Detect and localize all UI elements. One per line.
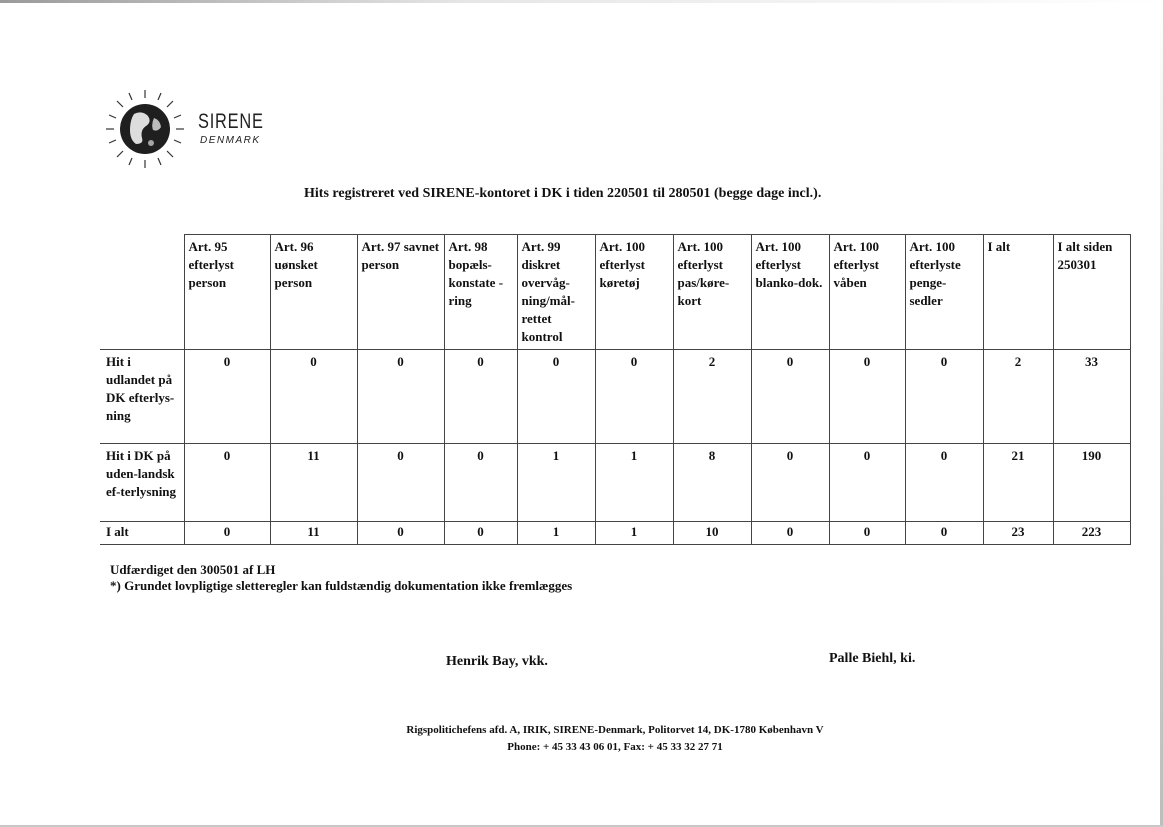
table-corner-cell <box>100 235 184 350</box>
column-header: Art. 96 uønsket person <box>270 235 357 350</box>
column-header: Art. 100 efterlyst køretøj <box>595 235 673 350</box>
table-cell: 223 <box>1053 522 1130 545</box>
table-cell: 8 <box>673 444 751 522</box>
table-cell: 0 <box>184 350 270 444</box>
hits-table <box>100 234 1131 545</box>
column-header: Art. 100 efterlyst blanko-dok. <box>751 235 829 350</box>
table-cell: 0 <box>751 350 829 444</box>
table-cell: 10 <box>673 522 751 545</box>
table-cell: 0 <box>444 522 517 545</box>
column-header: I alt siden 250301 <box>1053 235 1130 350</box>
table-cell: 0 <box>829 350 905 444</box>
table-cell: 0 <box>595 350 673 444</box>
row-header: Hit i DK på uden-landsk ef-terlysning <box>100 444 184 522</box>
table-cell: 190 <box>1053 444 1130 522</box>
table-cell: 11 <box>270 444 357 522</box>
column-header: Art. 95 efterlyst person <box>184 235 270 350</box>
table-row <box>100 350 1130 444</box>
table-cell: 0 <box>751 522 829 545</box>
table-cell: 2 <box>673 350 751 444</box>
footer-line-phone: Phone: + 45 33 43 06 01, Fax: + 45 33 32 27 71 <box>507 741 723 753</box>
table-cell: 2 <box>983 350 1053 444</box>
page-title: Hits registreret ved SIRENE-kontoret i DK i tiden 220501 til 280501 (begge dage incl.). <box>304 186 822 201</box>
column-header: I alt <box>983 235 1053 350</box>
column-header: Art. 100 efterlyste penge-sedler <box>905 235 983 350</box>
table-cell: 11 <box>270 522 357 545</box>
signature-right: Palle Biehl, ki. <box>829 651 916 666</box>
table-cell: 0 <box>905 444 983 522</box>
column-header: Art. 98 bopæls-konstate -ring <box>444 235 517 350</box>
globe-emblem-icon <box>104 88 186 170</box>
table-cell: 0 <box>905 522 983 545</box>
table-cell: 0 <box>357 350 444 444</box>
table-cell: 1 <box>595 522 673 545</box>
table-cell: 0 <box>357 522 444 545</box>
table-cell: 0 <box>184 444 270 522</box>
signature-left: Henrik Bay, vkk. <box>446 654 548 669</box>
table-cell: 0 <box>444 444 517 522</box>
table-row <box>100 444 1130 522</box>
table-cell: 21 <box>983 444 1053 522</box>
table-row-total <box>100 522 1130 545</box>
scan-edge-top <box>0 0 1163 3</box>
table-cell: 0 <box>517 350 595 444</box>
logo-subtitle: DENMARK <box>200 135 261 146</box>
column-header: Art. 99 diskret overvåg-ning/mål-rettet kontrol <box>517 235 595 350</box>
footnote: *) Grundet lovpligtige sletteregler kan fuldstændig dokumentation ikke fremlægges <box>110 578 573 593</box>
table-cell: 0 <box>829 522 905 545</box>
row-header: I alt <box>100 522 184 545</box>
table-cell: 33 <box>1053 350 1130 444</box>
column-header: Art. 100 efterlyst pas/køre-kort <box>673 235 751 350</box>
logo-wordmark: SIRENE <box>198 110 264 133</box>
table-cell: 0 <box>357 444 444 522</box>
table-cell: 1 <box>517 522 595 545</box>
column-header: Art. 100 efterlyst våben <box>829 235 905 350</box>
table-cell: 0 <box>829 444 905 522</box>
table-cell: 0 <box>184 522 270 545</box>
table-cell: 0 <box>270 350 357 444</box>
table-cell: 0 <box>751 444 829 522</box>
table-cell: 1 <box>517 444 595 522</box>
footer-line-address: Rigspolitichefens afd. A, IRIK, SIRENE-Denmark, Politorvet 14, DK-1780 København V <box>406 724 824 736</box>
table-cell: 0 <box>444 350 517 444</box>
sirene-logo <box>104 88 279 170</box>
prepared-note: Udfærdiget den 300501 af LH <box>110 562 276 577</box>
row-header: Hit i udlandet på DK efterlys-ning <box>100 350 184 444</box>
table-cell: 1 <box>595 444 673 522</box>
table-cell: 23 <box>983 522 1053 545</box>
column-header: Art. 97 savnet person <box>357 235 444 350</box>
table-cell: 0 <box>905 350 983 444</box>
footer-address <box>300 722 930 756</box>
table-header-row <box>100 235 1130 350</box>
